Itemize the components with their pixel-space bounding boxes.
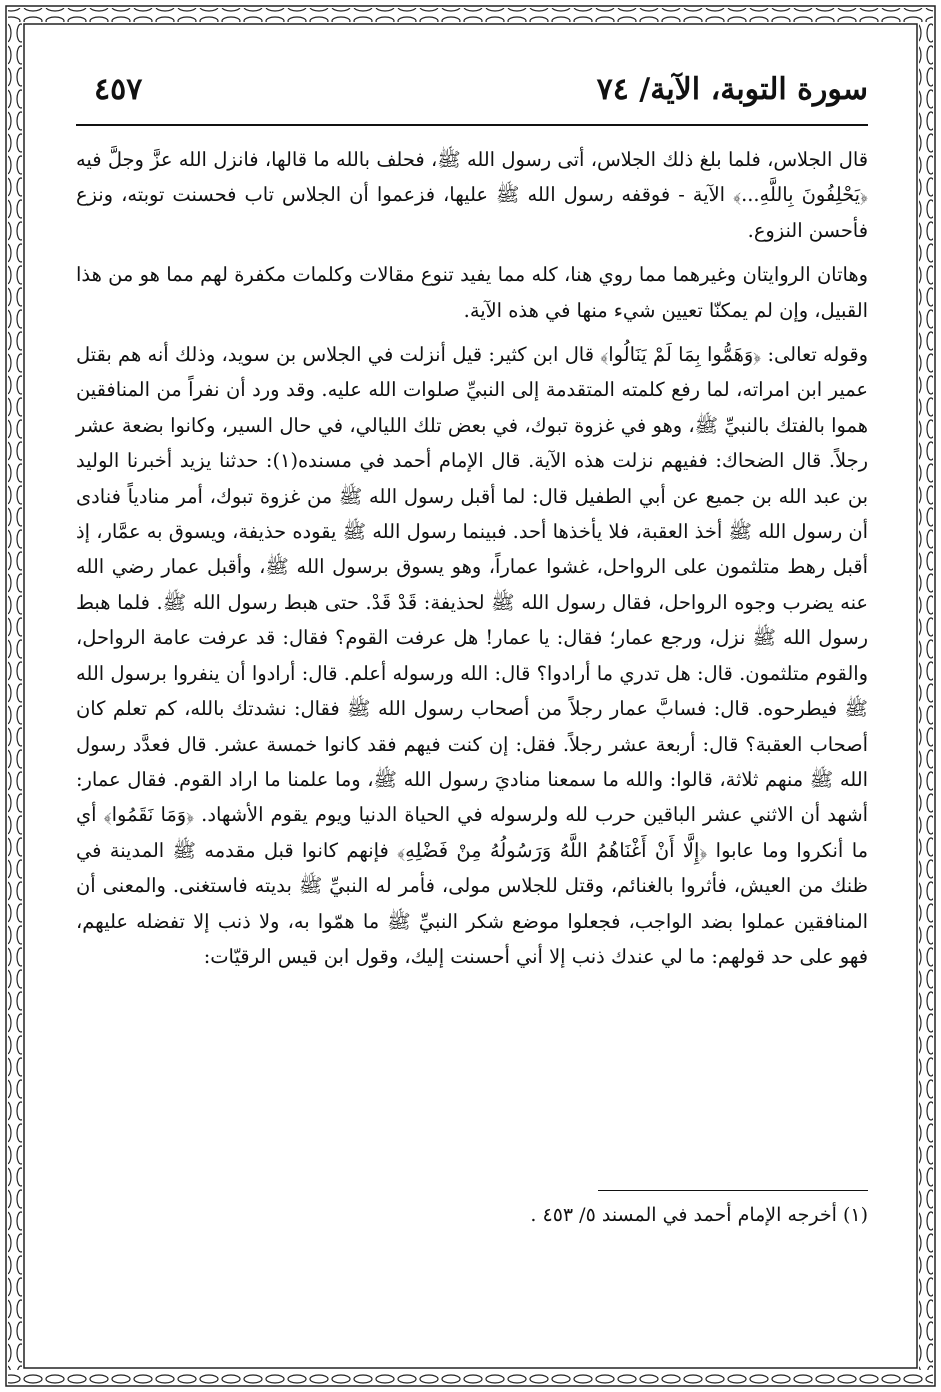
paragraph: وهاتان الروايتان وغيرهما مما روي هنا، كله مما يفيد تنوع مقالات وكلمات مكفرة لهم مما هو من هذا القبيل، وإن لم يمكنّا تعيين شيء منها في هذه الآية.: [76, 263, 868, 322]
page-header: [76, 72, 868, 122]
surah-title: سورة التوبة، الآية/ ٧٤: [596, 72, 868, 107]
paragraph: وقوله تعالى: ﴿وَهَمُّوا بِمَا لَمْ يَنَالُوا﴾ قال ابن كثير: قيل أنزلت في الجلاس بن سويد، وذلك أنه هم بقتل عمير ابن امراته، لما رفع كلمته المتقدمة إلى النبيِّ صلوات الله عليه. وقد ورد أن نفراً من المنافقين هموا بالفتك بالنبيِّ ﷺ، وهو في غزوة تبوك، في بعض تلك الليالي، في حال السير، وكانوا بضعة عشر رجلاً. قال الضحاك: ففيهم نزلت هذه الآية. قال الإمام أحمد في مسنده(١): حدثنا يزيد أخبرنا الوليد بن عبد الله بن جميع عن أبي الطفيل قال: لما أقبل رسول الله ﷺ من غزوة تبوك، أمر منادياً فنادى أن رسول الله ﷺ أخذ العقبة، فلا يأخذها أحد. فبينما رسول الله ﷺ يقوده حذيفة، ويسوق به عمَّار، إذ أقبل رهط متلثمون على الرواحل، غشوا عماراً، وهو يسوق برسول الله ﷺ، وأقبل عمار رضي الله عنه يضرب وجوه الرواحل، فقال رسول الله ﷺ لحذيفة: قَدْ قَدْ. حتى هبط رسول الله ﷺ. فلما هبط رسول الله ﷺ نزل، ورجع عمار؛ فقال: يا عمار! هل عرفت القوم؟ فقال: قد عرفت عامة الرواحل، والقوم متلثمون. قال: هل تدري ما أرادوا؟ قال: الله ورسوله أعلم. قال: أرادوا أن ينفروا برسول الله ﷺ فيطرحوه. قال: فسابَّ عمار رجلاً من أصحاب رسول الله ﷺ فقال: نشدتك بالله، كم تعلم كان أصحاب العقبة؟ قال: أربعة عشر رجلاً. فقل: إن كنت فيهم فقد كانوا خمسة عشر. قال فعدَّد رسول الله ﷺ منهم ثلاثة، قالوا: والله ما سمعنا مناديَ رسول الله ﷺ، وما علمنا ما اراد القوم. فقال عمار: أشهد أن الاثني عشر الباقين حرب لله ولرسوله في الحياة الدنيا ويوم يقوم الأشهاد. ﴿وَمَا نَقَمُوا﴾ أي ما أنكروا وما عابوا ﴿إِلَّا أَنْ أَغْنَاهُمُ اللَّهُ وَرَسُولُهُ مِنْ فَضْلِهِ﴾ فإنهم كانوا قبل مقدمه ﷺ المدينة في ظنك من العيش، فأثروا بالغنائم، وقتل للجلاس مولى، فأمر له النبيِّ ﷺ بديته فاستغنى. والمعنى أن المنافقين عملوا بضد الواجب، فجعلوا موضع شكر النبيِّ ﷺ ما همّوا به، ولا ذنب إلا تفضله عليهم، فهو على حد قولهم: ما لي عندك ذنب إلا أني أحسنت إليك، وقول ابن قيس الرقيّات:: [76, 343, 868, 968]
paragraph: قال الجلاس، فلما بلغ ذلك الجلاس، أتى رسول الله ﷺ، فحلف بالله ما قالها، فانزل الله عزَّ وجلَّ فيه ﴿يَحْلِفُونَ بِاللَّهِ...﴾ الآية - فوقفه رسول الله ﷺ عليها، فزعموا أن الجلاس تاب فحسنت توبته، ونزع فأحسن النزوع.: [76, 148, 868, 242]
header-rule: [76, 124, 868, 126]
footnote: (١) أخرجه الإمام أحمد في المسند ٥/ ٤٥٣ .: [530, 1204, 868, 1226]
page-content: [76, 72, 868, 1372]
page-number: ٤٥٧: [94, 72, 143, 107]
footnote-rule: [598, 1190, 868, 1191]
body-text: [76, 142, 868, 974]
